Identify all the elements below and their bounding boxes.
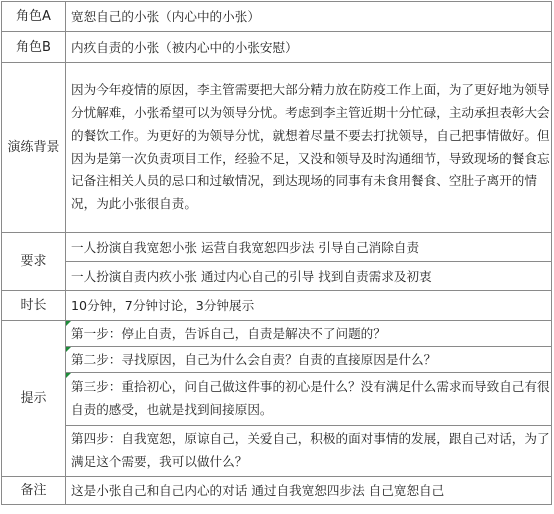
table-row-hint-1 [2, 321, 552, 347]
hint-item-4-text: 第四步：自我宽恕，原谅自己，关爱自己，积极的面对事情的发展，跟自己对话，为了满足这个需要，我可以做什么？ [71, 431, 550, 469]
table-row-notes [2, 477, 552, 505]
requirement-item-2: 一人扮演自责内疚小张 通过内心自己的引导 找到自责需求及初衷 [66, 262, 552, 291]
table-row-requirement-1 [2, 233, 552, 262]
duration-label: 时长 [2, 291, 66, 321]
hint-item-4 [66, 426, 552, 477]
requirement-item-1: 一人扮演自我宽恕小张 运营自我宽恕四步法 引导自己消除自责 [66, 233, 552, 262]
background-text: 因为今年疫情的原因，李主管需要把大部分精力放在防疫工作上面，为了更好地为领导分忧解难，小张希望可以为领导分忧。考虑到李主管近期十分忙碌，主动承担表彰大会的餐饮工作。为更好的为领导分忧，就想着尽量不要去打扰领导，自己把事情做好。但因为是第一次负责项目工作，经验不足，又没和领导及时沟通细节，导致现场的餐食忘记备注相关人员的忌口和过敏情况，到达现场的同事有未食用餐食、空肚子离开的情况，为此小张很自责。 [71, 82, 550, 212]
table-row-role-b [2, 32, 552, 63]
requirements-label: 要求 [2, 233, 66, 291]
background-value [66, 63, 552, 233]
table-row-duration [2, 291, 552, 321]
role-b-label: 角色B [2, 32, 66, 63]
notes-label: 备注 [2, 477, 66, 505]
hint-item-3 [66, 373, 552, 426]
notes-value: 这是小张自己和自己内心的对话 通过自我宽恕四步法 自己宽恕自己 [66, 477, 552, 505]
table-row-hint-3 [2, 373, 552, 426]
table-row-background [2, 63, 552, 233]
roleplay-table [1, 1, 552, 505]
table-row-requirement-2 [2, 262, 552, 291]
background-label: 演练背景 [2, 63, 66, 233]
table-row-hint-4 [2, 426, 552, 477]
duration-value: 10分钟，7分钟讨论，3分钟展示 [66, 291, 552, 321]
hint-item-1: 第一步：停止自责，告诉自己，自责是解决不了问题的？ [66, 321, 552, 347]
table-row-hint-2 [2, 347, 552, 373]
table-row-role-a [2, 2, 552, 32]
hints-label: 提示 [2, 321, 66, 477]
role-a-value: 宽恕自己的小张（内心中的小张） [66, 2, 552, 32]
hint-item-3-text: 第三步：重拾初心，问自己做这件事的初心是什么？没有满足什么需求而导致自己有很自责的感受，也就是找到间接原因。 [71, 379, 550, 417]
role-b-value: 内疚自责的小张（被内心中的小张安慰） [66, 32, 552, 63]
role-a-label: 角色A [2, 2, 66, 32]
hint-item-2: 第二步：寻找原因，自己为什么会自责？自责的直接原因是什么？ [66, 347, 552, 373]
